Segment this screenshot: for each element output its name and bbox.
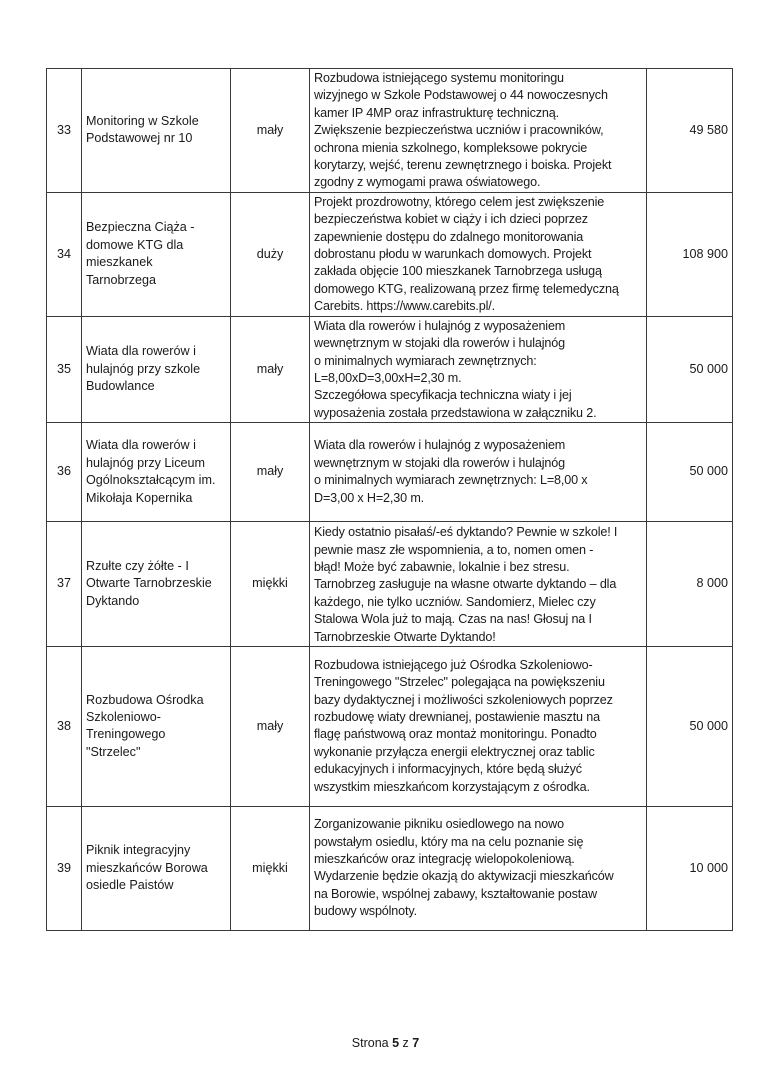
projects-table xyxy=(46,68,733,931)
row-number-cell: 39 xyxy=(47,806,82,930)
table-row xyxy=(47,522,733,647)
project-description-line: flagę państwową oraz montaż monitoringu. Ponadto xyxy=(314,727,597,742)
project-description-line: Wiata dla rowerów i hulajnóg z wyposażeniem xyxy=(314,438,566,453)
project-type-cell: miękki xyxy=(231,806,310,930)
project-description-line: Rozbudowa istniejącego systemu monitoringu xyxy=(314,71,564,85)
project-description-line: Kiedy ostatnio pisałaś/-eś dyktando? Pewnie w szkole! I xyxy=(314,525,618,540)
project-description-line: wyposażenia została przedstawiona w załączniku 2. xyxy=(314,405,597,420)
project-description-line: o minimalnych wymiarach zewnętrznych: xyxy=(314,353,537,368)
project-description-cell xyxy=(310,646,647,806)
project-description-line: Wiata dla rowerów i hulajnóg z wyposażeniem xyxy=(314,318,566,333)
project-name-cell xyxy=(82,316,231,422)
project-name-line: Bezpieczna Ciąża - xyxy=(86,220,195,235)
project-description-cell xyxy=(310,316,647,422)
project-description-line: dobrostanu płodu w warunkach domowych. Projekt xyxy=(314,247,592,262)
project-name-line: Monitoring w Szkole xyxy=(86,114,199,129)
project-description-line: budowy wspólnoty. xyxy=(314,904,417,919)
table-row xyxy=(47,192,733,316)
project-name-line: Tarnobrzega xyxy=(86,272,157,287)
project-name-cell xyxy=(82,522,231,647)
table-row xyxy=(47,646,733,806)
project-name-line: hulajnóg przy szkole xyxy=(86,361,201,376)
project-name-line: Dyktando xyxy=(86,593,140,608)
project-amount-cell: 50 000 xyxy=(647,423,733,522)
table-row xyxy=(47,423,733,522)
project-description-line: Projekt prozdrowotny, którego celem jest zwiększenie xyxy=(314,194,605,209)
project-description-line: błąd! Może być zabawnie, lokalnie i bez stresu. xyxy=(314,559,570,574)
project-name-line: Otwarte Tarnobrzeskie xyxy=(86,576,212,591)
project-type-cell: mały xyxy=(231,69,310,193)
project-description-line: wizyjnego w Szkole Podstawowej o 44 nowoczesnych xyxy=(314,88,608,103)
project-description-line: Szczegółowa specyfikacja techniczna wiaty i jej xyxy=(314,388,572,403)
project-description-line: Zwiększenie bezpieczeństwa uczniów i pracowników, xyxy=(314,123,604,138)
project-description-line: mieszkańców oraz integrację wielopokoleniową. xyxy=(314,852,575,867)
project-description-line: L=8,00xD=3,00xH=2,30 m. xyxy=(314,370,462,385)
project-description-cell xyxy=(310,192,647,316)
project-description-line: Tarnobrzeskie Otwarte Dyktando! xyxy=(314,629,496,644)
project-name-line: Rzułte czy żółte - I xyxy=(86,558,189,573)
project-name-line: Mikołaja Kopernika xyxy=(86,490,193,505)
row-number-cell: 33 xyxy=(47,69,82,193)
table-row xyxy=(47,69,733,193)
project-description-line: wewnętrznym w stojaki dla rowerów i hulajnóg xyxy=(314,336,565,351)
project-description-line: powstałym osiedlu, który ma na celu poznanie się xyxy=(314,834,584,849)
project-amount-cell: 10 000 xyxy=(647,806,733,930)
project-description-line: wykonanie przyłącza energii elektrycznej oraz tablic xyxy=(314,744,595,759)
project-amount-cell: 8 000 xyxy=(647,522,733,647)
project-name-line: mieszkanek xyxy=(86,255,153,270)
total-page-count: 7 xyxy=(412,1036,420,1050)
project-description-line: o minimalnych wymiarach zewnętrznych: L=8,00 x xyxy=(314,473,588,488)
project-description-line: kamer IP 4MP oraz infrastrukturę techniczną. xyxy=(314,105,559,120)
project-name-line: Budowlance xyxy=(86,379,155,394)
project-name-line: domowe KTG dla xyxy=(86,237,184,252)
project-amount-cell: 50 000 xyxy=(647,646,733,806)
project-description-line: pewnie masz złe wspomnienia, a to, nomen omen - xyxy=(314,542,594,557)
project-description-line: korytarzy, wejść, terenu zewnętrznego i boiska. Projekt xyxy=(314,158,612,173)
row-number-cell: 34 xyxy=(47,192,82,316)
project-description-cell xyxy=(310,522,647,647)
row-number-cell: 35 xyxy=(47,316,82,422)
project-description-line: Zorganizowanie pikniku osiedlowego na nowo xyxy=(314,817,564,832)
project-description-cell xyxy=(310,69,647,193)
project-description-line: Rozbudowa istniejącego już Ośrodka Szkoleniowo- xyxy=(314,657,593,672)
project-description-line: na Borowie, wspólnej zabawy, kształtowanie postaw xyxy=(314,886,597,901)
row-number-cell: 37 xyxy=(47,522,82,647)
project-type-cell: mały xyxy=(231,646,310,806)
project-name-cell xyxy=(82,69,231,193)
project-description-line: bazy dydaktycznej i możliwości szkoleniowych poprzez xyxy=(314,692,613,707)
project-description-line: zakłada objęcie 100 mieszkanek Tarnobrzega usługą xyxy=(314,264,602,279)
project-description-line: zapewnienie dostępu do zdalnego monitorowania xyxy=(314,229,584,244)
project-amount-cell: 108 900 xyxy=(647,192,733,316)
project-description-line: zgodny z wymogami prawa oświatowego. xyxy=(314,175,541,190)
project-name-line: Treningowego xyxy=(86,727,166,742)
project-description-line: Tarnobrzeg zasługuje na własne otwarte dyktando – dla xyxy=(314,577,617,592)
project-name-cell xyxy=(82,423,231,522)
project-name-line: mieszkańców Borowa xyxy=(86,860,208,875)
project-name-cell xyxy=(82,646,231,806)
page-label: Strona xyxy=(351,1036,389,1050)
row-number-cell: 38 xyxy=(47,646,82,806)
row-number-cell: 36 xyxy=(47,423,82,522)
current-page-number: 5 xyxy=(392,1036,400,1050)
project-description-cell xyxy=(310,806,647,930)
page-footer xyxy=(0,1036,771,1050)
project-name-line: osiedle Paistów xyxy=(86,878,174,893)
project-name-line: Podstawowej nr 10 xyxy=(86,131,193,146)
project-name-line: Szkoleniowo- xyxy=(86,710,161,725)
project-description-line: domowego KTG, realizowaną przez firmę telemedyczną xyxy=(314,281,619,296)
project-name-cell xyxy=(82,192,231,316)
table-row xyxy=(47,806,733,930)
project-description-line: D=3,00 x H=2,30 m. xyxy=(314,490,425,505)
project-name-line: Wiata dla rowerów i xyxy=(86,344,196,359)
project-amount-cell: 49 580 xyxy=(647,69,733,193)
project-description-cell xyxy=(310,423,647,522)
project-description-line: wszystkim mieszkańcom korzystającym z ośrodka. xyxy=(314,779,590,794)
project-type-cell: mały xyxy=(231,316,310,422)
project-type-cell: duży xyxy=(231,192,310,316)
project-description-line: Treningowego "Strzelec" polegająca na powiększeniu xyxy=(314,675,605,690)
table-row xyxy=(47,316,733,422)
project-name-line: "Strzelec" xyxy=(86,744,141,759)
project-name-line: hulajnóg przy Liceum xyxy=(86,455,206,470)
project-description-line: rozbudowę wiaty drewnianej, postawienie masztu na xyxy=(314,710,600,725)
project-name-line: Wiata dla rowerów i xyxy=(86,438,196,453)
project-description-line: ochrona mienia szkolnego, kompleksowe pokrycie xyxy=(314,140,588,155)
project-name-cell xyxy=(82,806,231,930)
project-description-line: wewnętrznym w stojaki dla rowerów i hulajnóg xyxy=(314,455,565,470)
project-name-line: Ogólnokształcącym im. xyxy=(86,473,216,488)
project-description-line: Stalowa Wola już to mają. Czas na nas! Głosuj na I xyxy=(314,612,592,627)
projects-table-body xyxy=(47,69,733,931)
project-description-line: bezpieczeństwa kobiet w ciąży i ich dzieci poprzez xyxy=(314,212,588,227)
project-description-line: edukacyjnych i informacyjnych, które będą służyć xyxy=(314,762,582,777)
project-name-line: Piknik integracyjny xyxy=(86,843,191,858)
project-description-line: każdego, nie tylko uczniów. Sandomierz, Mielec czy xyxy=(314,594,596,609)
project-description-line: Wydarzenie będzie okazją do aktywizacji mieszkańców xyxy=(314,869,614,884)
project-type-cell: miękki xyxy=(231,522,310,647)
project-name-line: Rozbudowa Ośrodka xyxy=(86,692,204,707)
page-separator: z xyxy=(402,1036,409,1050)
project-amount-cell: 50 000 xyxy=(647,316,733,422)
project-description-line: Carebits. https://www.carebits.pl/. xyxy=(314,299,495,314)
project-type-cell: mały xyxy=(231,423,310,522)
